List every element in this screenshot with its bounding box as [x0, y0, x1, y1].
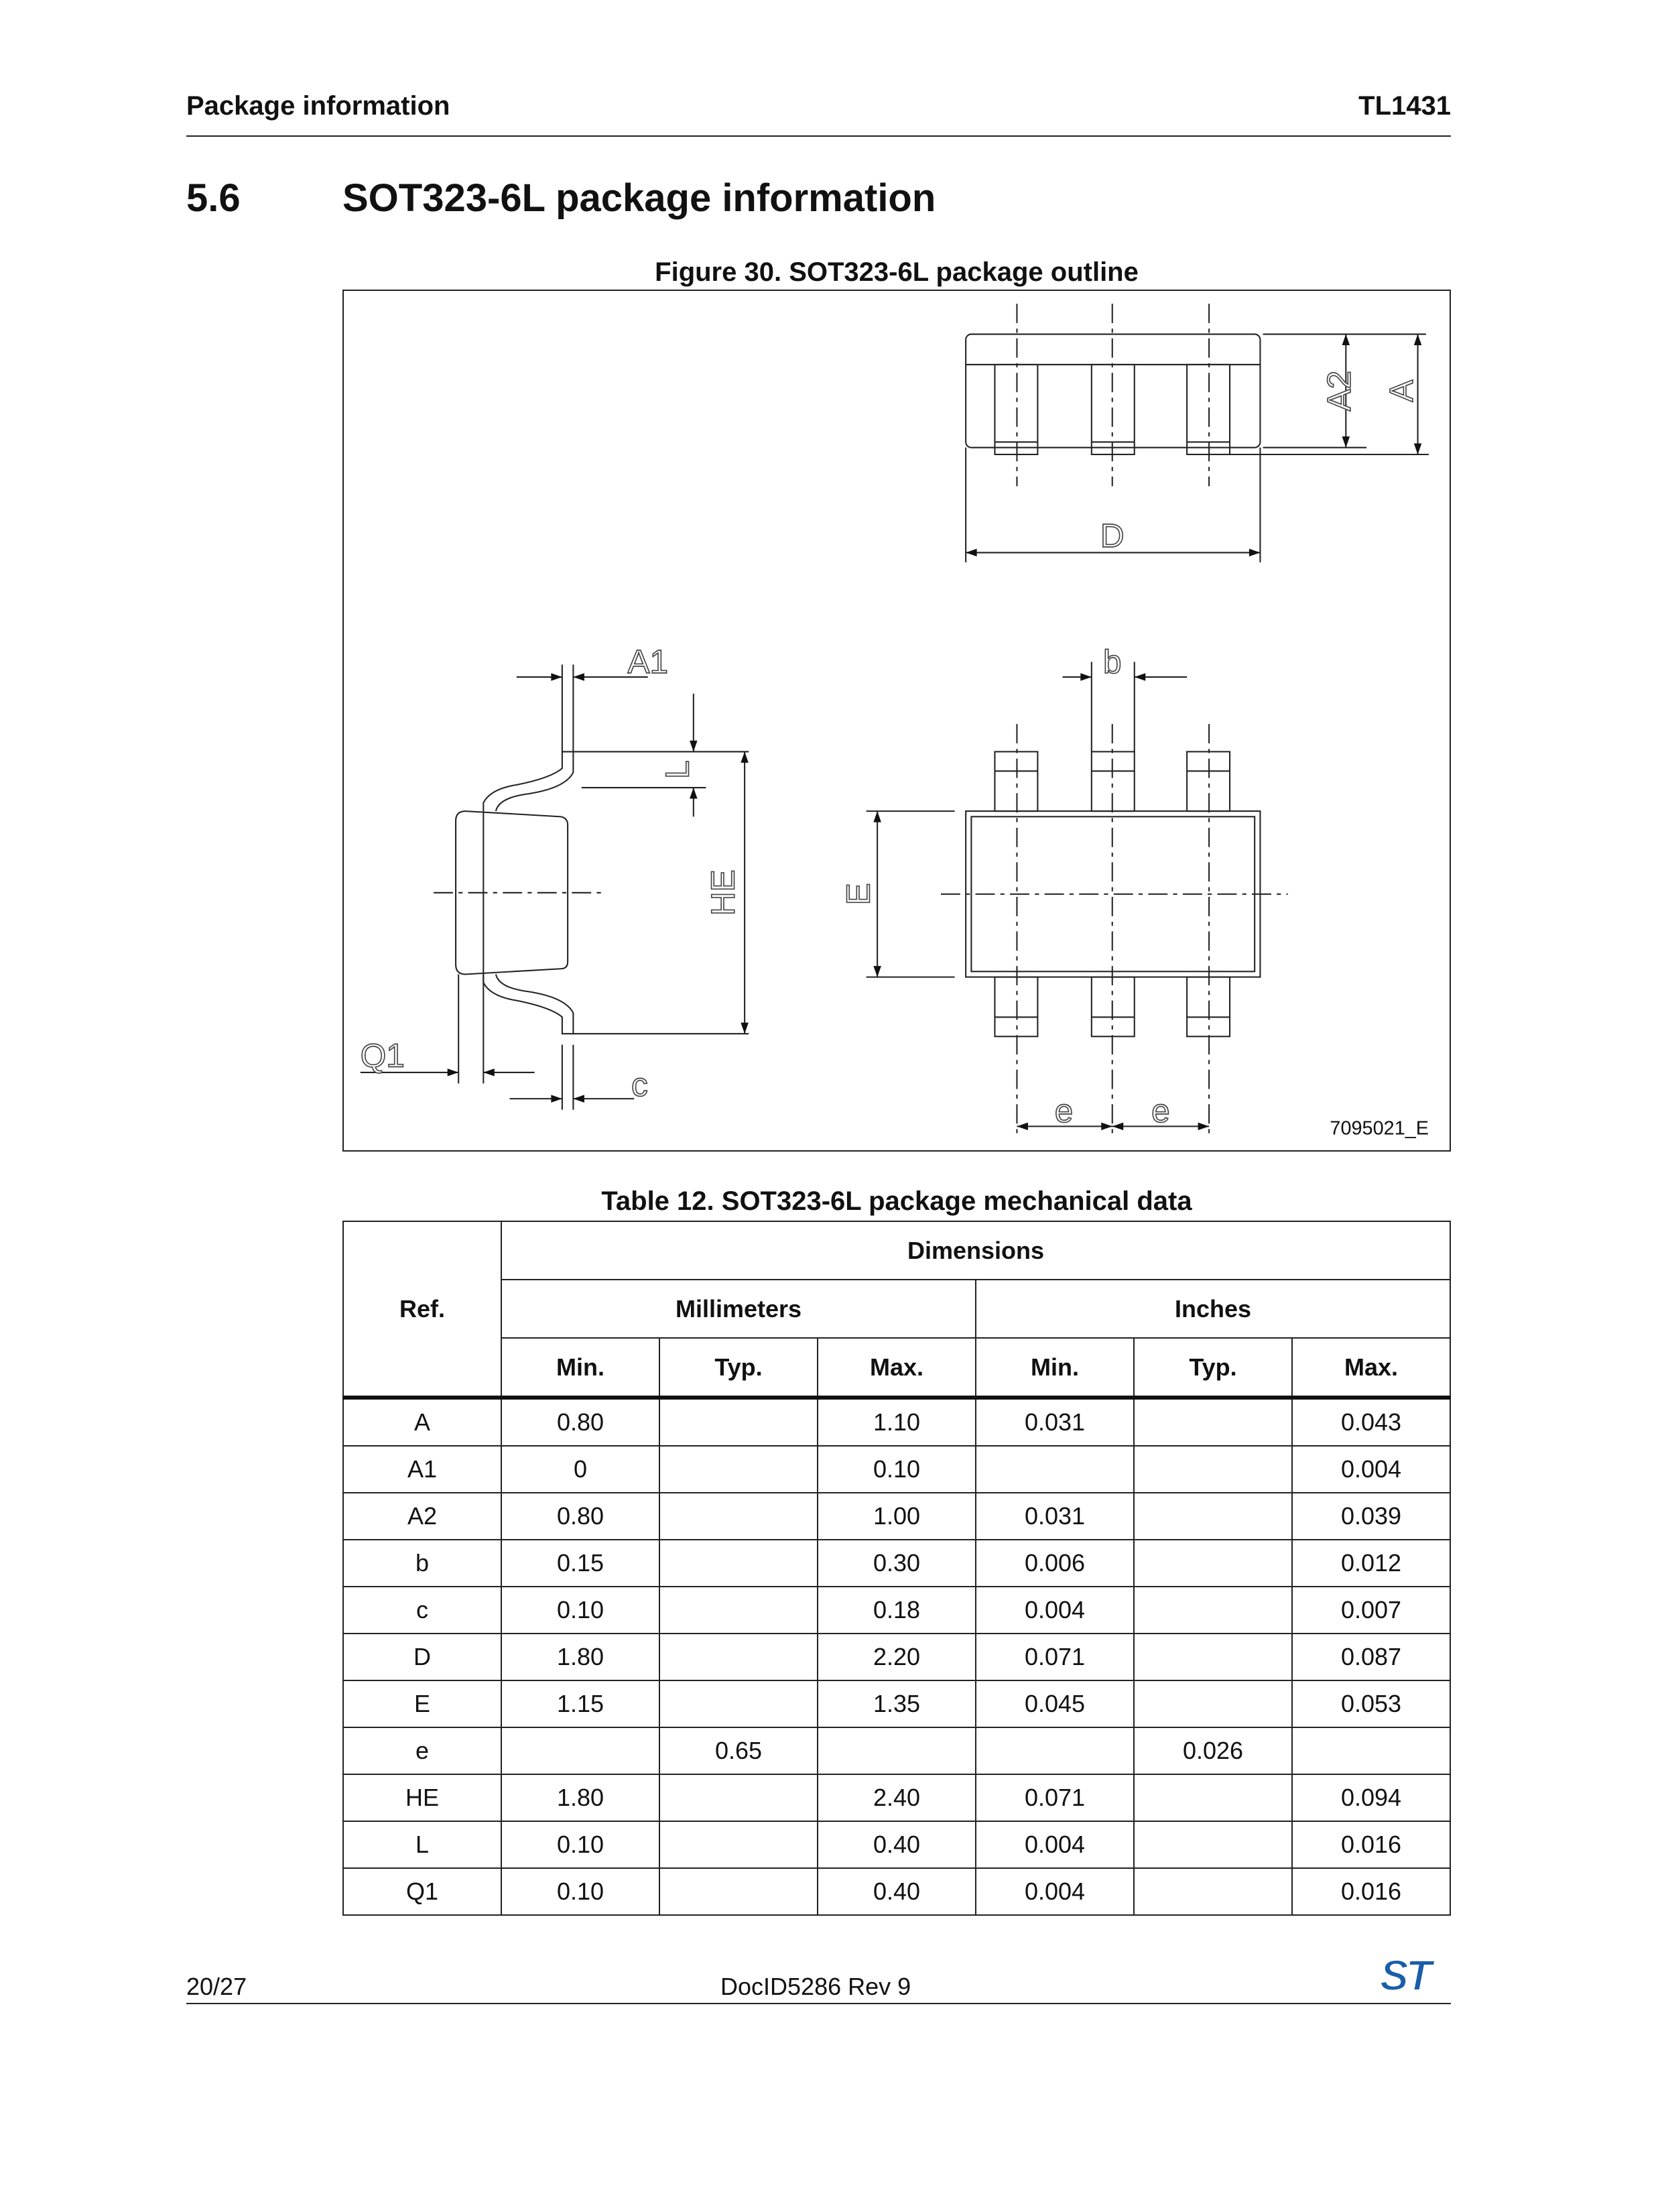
- value-cell: 1.15: [501, 1680, 659, 1727]
- value-cell: 0.012: [1292, 1540, 1450, 1587]
- value-cell: 0.65: [659, 1727, 818, 1774]
- value-cell: 1.10: [818, 1398, 976, 1446]
- ref-cell: L: [343, 1821, 501, 1868]
- column-header-in-typ: Typ.: [1134, 1338, 1292, 1398]
- column-header-in-max: Max.: [1292, 1338, 1450, 1398]
- value-cell: 0.004: [1292, 1446, 1450, 1493]
- value-cell: 0.15: [501, 1540, 659, 1587]
- value-cell: [818, 1727, 976, 1774]
- dim-label-A2: A2: [1321, 370, 1358, 412]
- dim-label-E: E: [840, 883, 877, 906]
- table-row: [343, 1727, 1450, 1774]
- column-header-mm-max: Max.: [818, 1338, 976, 1398]
- dim-label-e: e: [1054, 1093, 1074, 1130]
- value-cell: 0.80: [501, 1398, 659, 1446]
- value-cell: 0.026: [1134, 1727, 1292, 1774]
- ref-cell: A1: [343, 1446, 501, 1493]
- value-cell: 0.004: [976, 1821, 1134, 1868]
- value-cell: [659, 1493, 818, 1540]
- table-row: [343, 1587, 1450, 1634]
- value-cell: 0.094: [1292, 1774, 1450, 1821]
- column-header-ref: Ref.: [343, 1221, 501, 1398]
- dim-label-A1: A1: [627, 643, 669, 680]
- ref-cell: A: [343, 1398, 501, 1446]
- table-row: [343, 1868, 1450, 1915]
- table-row: [343, 1540, 1450, 1587]
- table-row: [343, 1821, 1450, 1868]
- ref-cell: c: [343, 1587, 501, 1634]
- value-cell: 2.40: [818, 1774, 976, 1821]
- value-cell: [1134, 1634, 1292, 1680]
- value-cell: 0.045: [976, 1680, 1134, 1727]
- footer-rule: [186, 2003, 1451, 2004]
- value-cell: [1134, 1680, 1292, 1727]
- dim-label-Q1: Q1: [360, 1037, 405, 1074]
- ref-cell: D: [343, 1634, 501, 1680]
- value-cell: [659, 1398, 818, 1446]
- value-cell: 0.006: [976, 1540, 1134, 1587]
- value-cell: 0.043: [1292, 1398, 1450, 1446]
- ref-cell: HE: [343, 1774, 501, 1821]
- dim-label-HE: HE: [704, 869, 742, 916]
- ref-cell: Q1: [343, 1868, 501, 1915]
- value-cell: [659, 1446, 818, 1493]
- table-row: [343, 1493, 1450, 1540]
- dim-label-D: D: [1100, 517, 1125, 555]
- dim-label-A: A: [1383, 379, 1421, 402]
- value-cell: 0.087: [1292, 1634, 1450, 1680]
- value-cell: [659, 1540, 818, 1587]
- st-logo: [1364, 1954, 1445, 1998]
- package-outline-figure: [342, 290, 1451, 1152]
- dim-label-e: e: [1151, 1093, 1170, 1130]
- table-row: [343, 1446, 1450, 1493]
- column-header-dimensions: Dimensions: [501, 1221, 1450, 1280]
- value-cell: 0.053: [1292, 1680, 1450, 1727]
- dim-label-b: b: [1102, 643, 1122, 680]
- value-cell: [1292, 1727, 1450, 1774]
- value-cell: 2.20: [818, 1634, 976, 1680]
- value-cell: 0.40: [818, 1868, 976, 1915]
- table-row: [343, 1398, 1450, 1446]
- value-cell: [1134, 1540, 1292, 1587]
- document-id: DocID5286 Rev 9: [720, 1973, 911, 2000]
- value-cell: 0.031: [976, 1398, 1134, 1446]
- value-cell: [1134, 1587, 1292, 1634]
- value-cell: 0.30: [818, 1540, 976, 1587]
- top-view: [966, 304, 1429, 562]
- value-cell: 0.10: [501, 1821, 659, 1868]
- page-number: 20/27: [186, 1973, 247, 2000]
- value-cell: [976, 1727, 1134, 1774]
- side-view: [361, 664, 749, 1109]
- value-cell: 0.031: [976, 1493, 1134, 1540]
- value-cell: [501, 1727, 659, 1774]
- ref-cell: E: [343, 1680, 501, 1727]
- value-cell: 1.80: [501, 1774, 659, 1821]
- figure-caption: Figure 30. SOT323-6L package outline: [655, 257, 1139, 287]
- value-cell: 0.004: [976, 1587, 1134, 1634]
- bottom-view: [867, 662, 1288, 1138]
- value-cell: 0.004: [976, 1868, 1134, 1915]
- value-cell: [659, 1821, 818, 1868]
- value-cell: 0.016: [1292, 1821, 1450, 1868]
- table-row: [343, 1774, 1450, 1821]
- value-cell: 1.80: [501, 1634, 659, 1680]
- value-cell: 0.016: [1292, 1868, 1450, 1915]
- value-cell: [659, 1774, 818, 1821]
- table-row: [343, 1680, 1450, 1727]
- value-cell: [659, 1634, 818, 1680]
- value-cell: [1134, 1398, 1292, 1446]
- running-header-part: TL1431: [1358, 91, 1451, 121]
- value-cell: [659, 1680, 818, 1727]
- value-cell: [659, 1868, 818, 1915]
- value-cell: 0: [501, 1446, 659, 1493]
- value-cell: 0.071: [976, 1634, 1134, 1680]
- value-cell: 0.007: [1292, 1587, 1450, 1634]
- value-cell: 0.10: [501, 1868, 659, 1915]
- section-number: 5.6: [186, 176, 241, 220]
- st-logo-text: ST: [1380, 1954, 1429, 1998]
- dim-label-c: c: [631, 1066, 648, 1103]
- table-row: [343, 1634, 1450, 1680]
- column-header-mm-min: Min.: [501, 1338, 659, 1398]
- value-cell: [1134, 1446, 1292, 1493]
- value-cell: [659, 1587, 818, 1634]
- value-cell: [976, 1446, 1134, 1493]
- column-header-millimeters: Millimeters: [501, 1280, 976, 1338]
- value-cell: [1134, 1868, 1292, 1915]
- value-cell: [1134, 1493, 1292, 1540]
- value-cell: 0.071: [976, 1774, 1134, 1821]
- value-cell: [1134, 1774, 1292, 1821]
- value-cell: 1.00: [818, 1493, 976, 1540]
- dim-label-L: L: [659, 760, 696, 779]
- value-cell: 0.10: [818, 1446, 976, 1493]
- value-cell: 0.80: [501, 1493, 659, 1540]
- section-title: SOT323-6L package information: [342, 176, 936, 220]
- value-cell: 0.40: [818, 1821, 976, 1868]
- ref-cell: b: [343, 1540, 501, 1587]
- column-header-in-min: Min.: [976, 1338, 1134, 1398]
- column-header-mm-typ: Typ.: [659, 1338, 818, 1398]
- value-cell: 0.10: [501, 1587, 659, 1634]
- mechanical-data-table: [342, 1221, 1451, 1916]
- header-rule: [186, 135, 1451, 137]
- package-outline-drawing: [344, 291, 1450, 1150]
- value-cell: 0.18: [818, 1587, 976, 1634]
- column-header-inches: Inches: [976, 1280, 1450, 1338]
- table-caption: Table 12. SOT323-6L package mechanical data: [601, 1186, 1192, 1216]
- value-cell: [1134, 1821, 1292, 1868]
- value-cell: 0.039: [1292, 1493, 1450, 1540]
- ref-cell: A2: [343, 1493, 501, 1540]
- value-cell: 1.35: [818, 1680, 976, 1727]
- running-header-section: Package information: [186, 91, 450, 121]
- drawing-reference-number: 7095021_E: [1330, 1117, 1429, 1140]
- ref-cell: e: [343, 1727, 501, 1774]
